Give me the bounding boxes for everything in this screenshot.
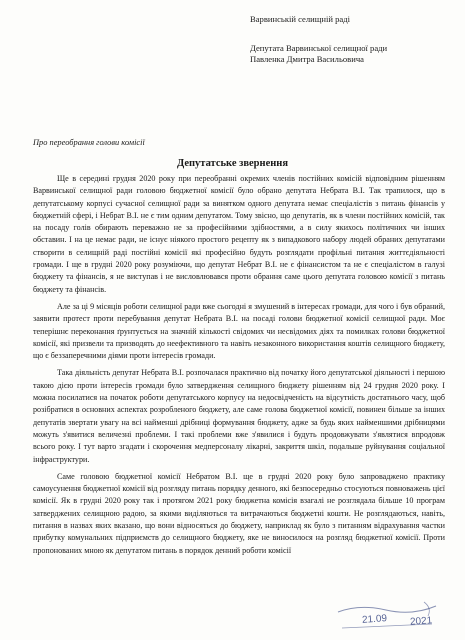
document-body bbox=[33, 173, 445, 562]
document-subject: Про переобрання голови комісії bbox=[33, 138, 145, 147]
sender-name: Павленка Дмитра Васильовича bbox=[250, 54, 364, 64]
sender-position: Депутата Варвинської селищної ради bbox=[250, 43, 388, 53]
sender-block bbox=[250, 43, 387, 65]
recipient-council: Варвинській селищній раді bbox=[250, 14, 350, 24]
paragraph-4: Саме головою бюджетної комісії Небратом В.І. ще в грудні 2020 року було запроваджено практику самоусунення бюджетної комісії від розгляду питань порядку денного, які безпосередньо стосуються повноважень цієї комісії. Як в грудні 2020 року так і протягом 2021 року бюджетна комісія взагалі не розглядала більше 10 програм затверджених селищною радою, за якими виділяються та витрачаються бюджетні кошти. Не розглядаються, навіть, питання в назвах яких вказано, що вони відносяться до бюджету, наприклад як було з питанням відрахування частки прибутку комунальних підприємств до селищного бюджету, яке не виносилося на розгляд бюджетної комісії. Проти пропонованих мною як депутатом питань в порядок денний роботи комісії bbox=[33, 471, 445, 555]
stamp-date: 21.09 bbox=[361, 613, 388, 626]
paragraph-1: Ще в середині грудня 2020 року при переобранні окремих членів постійних комісій відповідним рішенням Варвинської селищної ради головою бюджетної комісії було обрано депутата Небрата В.І. Так трапилося, що в депутатському корпусі сучасної селищної ради за винятком одного депутата немає спеціалістів з питань фінансів у бюджетній сфері, і Небрат В.І. не є тим одним депутатом. Тому звісно, що депутатів, як в члени постійних комісій, так на посаду голів обирають переважно не за професійними здібностями, а в силу якихось політичних чи інших обставин. І на це немає ради, не існує ніякого простого рецепту як з випадкового набору людей обраних депутатами створити в селищній раді постійні комісії які професійно будуть розглядати профільні питання життєдіяльності громади. І ще в грудні 2020 року розуміючи, що депутат Небрат В.І. не є фінансистом та не є спеціалістом в галузі бюджету та фінансів, я не виступав і не висловлювався проти обрання саме цього депутата головою комісії з питань бюджету та фінансів. bbox=[33, 174, 445, 294]
stamp-year: 2021 bbox=[409, 615, 433, 628]
paragraph-3: Така діяльність депутат Небрата В.І. розпочалася практично від початку його депутатської діяльності і першою такою дією проти інтересів громади було затвердження селищного бюджету рішенням від 24 грудня 2020 року. І можна посилатися на початок роботи депутатського корпусу на недосвідченість на відсутність достатнього часу, щоб розібратися в основних аспектах розробленого бюджету, але саме голова бюджетної комісії, повинен більше за інших депутатів звертати увагу на всі найменші дрібниці формування бюджету, адже за будь яких найменшими дрібницями можуть з'явитися величезні проблеми. І такі проблеми вже з'явилися і будуть продовжувати з'являтися впродовж всього року. І тут варто згадати і скорочення медперсоналу лікарні, закриття шкіл, подальше руйнування соціальної інфраструктури. bbox=[33, 368, 445, 464]
paragraph-2: Але за ці 9 місяців роботи селищної ради вже сьогодні я змушений в інтересах громади, для чого і був обраний, заявити протест проти перебування депутат Небрата В.І. на посаді голови бюджетної комісії селищної ради. Моє теперішнє переконання ґрунтується на значній кількості свідомих чи несвідомих діях та помилках голови бюджетної комісії, які призвели та призводять до неефективного та навіть незаконного використання коштів селищного бюджету, що є беззаперечними діями проти інтересів громади. bbox=[33, 301, 445, 361]
recipient-block bbox=[250, 14, 350, 25]
registration-stamp bbox=[332, 598, 444, 634]
document-title: Депутатське звернення bbox=[176, 158, 289, 169]
